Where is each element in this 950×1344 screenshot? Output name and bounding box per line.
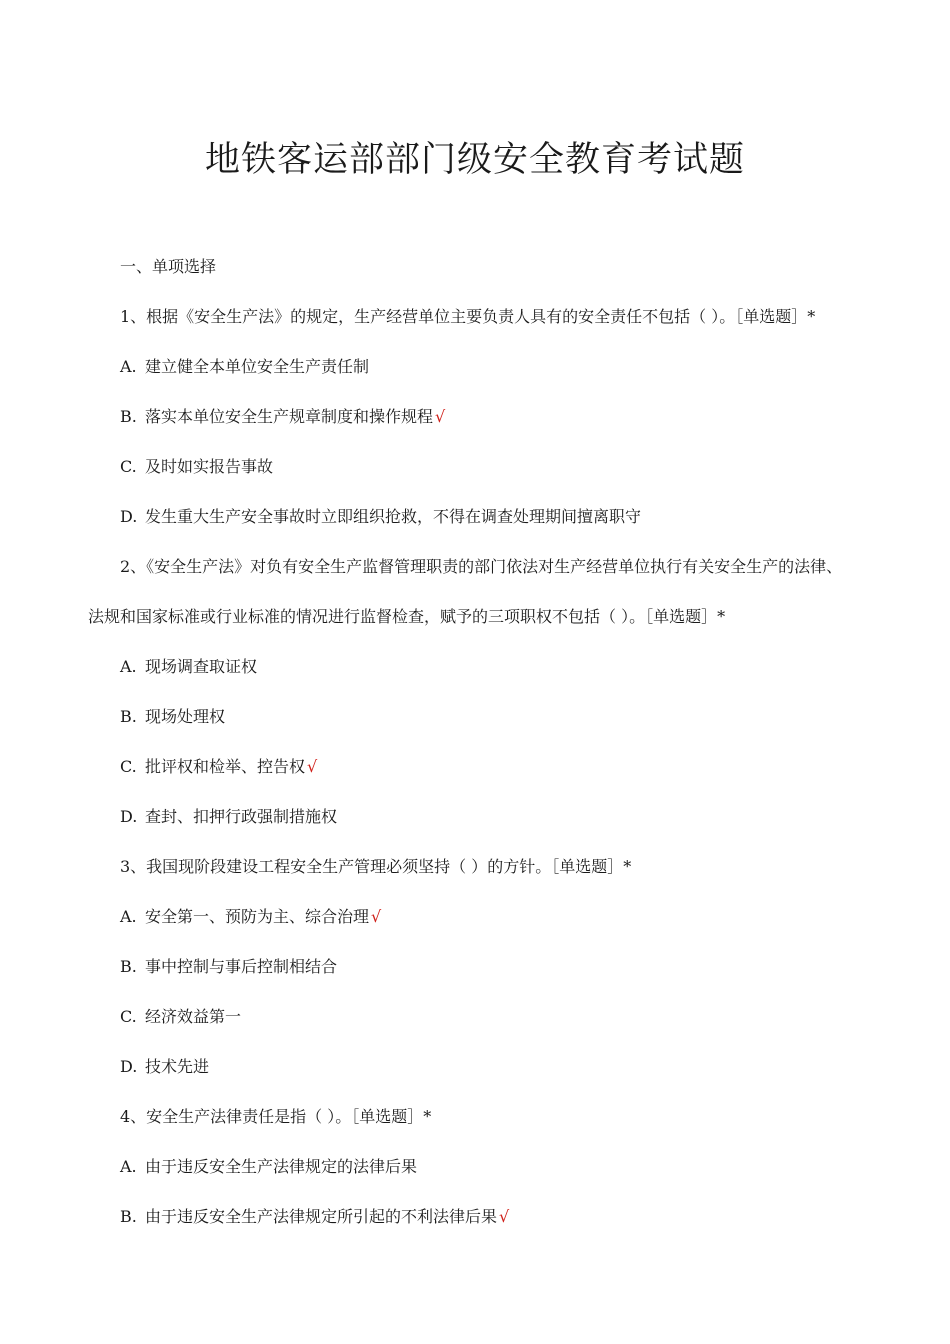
option-letter: A. <box>120 1157 137 1176</box>
question-2-stem <box>120 556 842 578</box>
option-letter: A. <box>120 907 137 926</box>
option-letter: A. <box>120 657 137 676</box>
question-stem-text: 4、安全生产法律责任是指（ ）。［单选题］* <box>120 1107 432 1126</box>
question-1-option-3 <box>120 456 273 478</box>
option-letter: C. <box>120 457 137 476</box>
option-text: 落实本单位安全生产规章制度和操作规程 <box>145 407 434 426</box>
option-text: 安全第一、预防为主、综合治理 <box>145 907 370 926</box>
option-text: 由于违反安全生产法律规定的法律后果 <box>145 1157 418 1176</box>
question-3-option-4 <box>120 1056 209 1078</box>
option-text: 事中控制与事后控制相结合 <box>145 957 338 976</box>
question-4-stem <box>120 1106 431 1128</box>
option-letter: D. <box>120 807 138 826</box>
question-1-option-4 <box>120 506 641 528</box>
question-4-option-1 <box>120 1156 417 1178</box>
correct-check-icon: √ <box>371 907 382 926</box>
option-letter: B. <box>120 1207 137 1226</box>
question-2-option-1 <box>120 656 257 678</box>
option-letter: D. <box>120 507 138 526</box>
question-4-option-2 <box>120 1206 509 1228</box>
option-text: 由于违反安全生产法律规定所引起的不利法律后果 <box>145 1207 498 1226</box>
option-letter: C. <box>120 757 137 776</box>
option-letter: B. <box>120 957 137 976</box>
question-3-option-1 <box>120 906 381 928</box>
question-2-option-3 <box>120 756 317 778</box>
option-text: 及时如实报告事故 <box>145 457 274 476</box>
question-1-option-2 <box>120 406 445 428</box>
correct-check-icon: √ <box>307 757 318 776</box>
question-1-stem <box>120 306 815 328</box>
option-text: 发生重大生产安全事故时立即组织抢救，不得在调查处理期间擅离职守 <box>145 507 642 526</box>
option-letter: B. <box>120 707 137 726</box>
option-letter: A. <box>120 357 137 376</box>
option-text: 查封、扣押行政强制措施权 <box>145 807 338 826</box>
question-stem-text: 2、《安全生产法》对负有安全生产监督管理职责的部门依法对生产经营单位执行有关安全生产的法律、 <box>120 557 843 576</box>
question-stem-text: 3、我国现阶段建设工程安全生产管理必须坚持（ ）的方针。［单选题］* <box>120 857 632 876</box>
question-2-option-4 <box>120 806 337 828</box>
question-1-option-1 <box>120 356 369 378</box>
option-text: 技术先进 <box>145 1057 210 1076</box>
question-stem-text: 法规和国家标准或行业标准的情况进行监督检查，赋予的三项职权不包括（ ）。［单选题］* <box>88 607 726 626</box>
option-text: 建立健全本单位安全生产责任制 <box>145 357 370 376</box>
option-letter: D. <box>120 1057 138 1076</box>
question-3-option-3 <box>120 1006 241 1028</box>
question-2-stem <box>88 606 725 628</box>
correct-check-icon: √ <box>435 407 446 426</box>
section-heading-text: 一、单项选择 <box>120 257 217 276</box>
question-3-stem <box>120 856 631 878</box>
option-text: 现场处理权 <box>145 707 226 726</box>
section-heading <box>120 256 216 278</box>
correct-check-icon: √ <box>499 1207 510 1226</box>
option-text: 经济效益第一 <box>145 1007 242 1026</box>
option-letter: C. <box>120 1007 137 1026</box>
question-stem-text: 1、根据《安全生产法》的规定，生产经营单位主要负责人具有的安全责任不包括（ ）。［单选题］* <box>120 307 816 326</box>
question-3-option-2 <box>120 956 337 978</box>
option-letter: B. <box>120 407 137 426</box>
option-text: 批评权和检举、控告权 <box>145 757 306 776</box>
document-title: 地铁客运部部门级安全教育考试题 <box>204 140 745 180</box>
question-2-option-2 <box>120 706 225 728</box>
option-text: 现场调查取证权 <box>145 657 258 676</box>
